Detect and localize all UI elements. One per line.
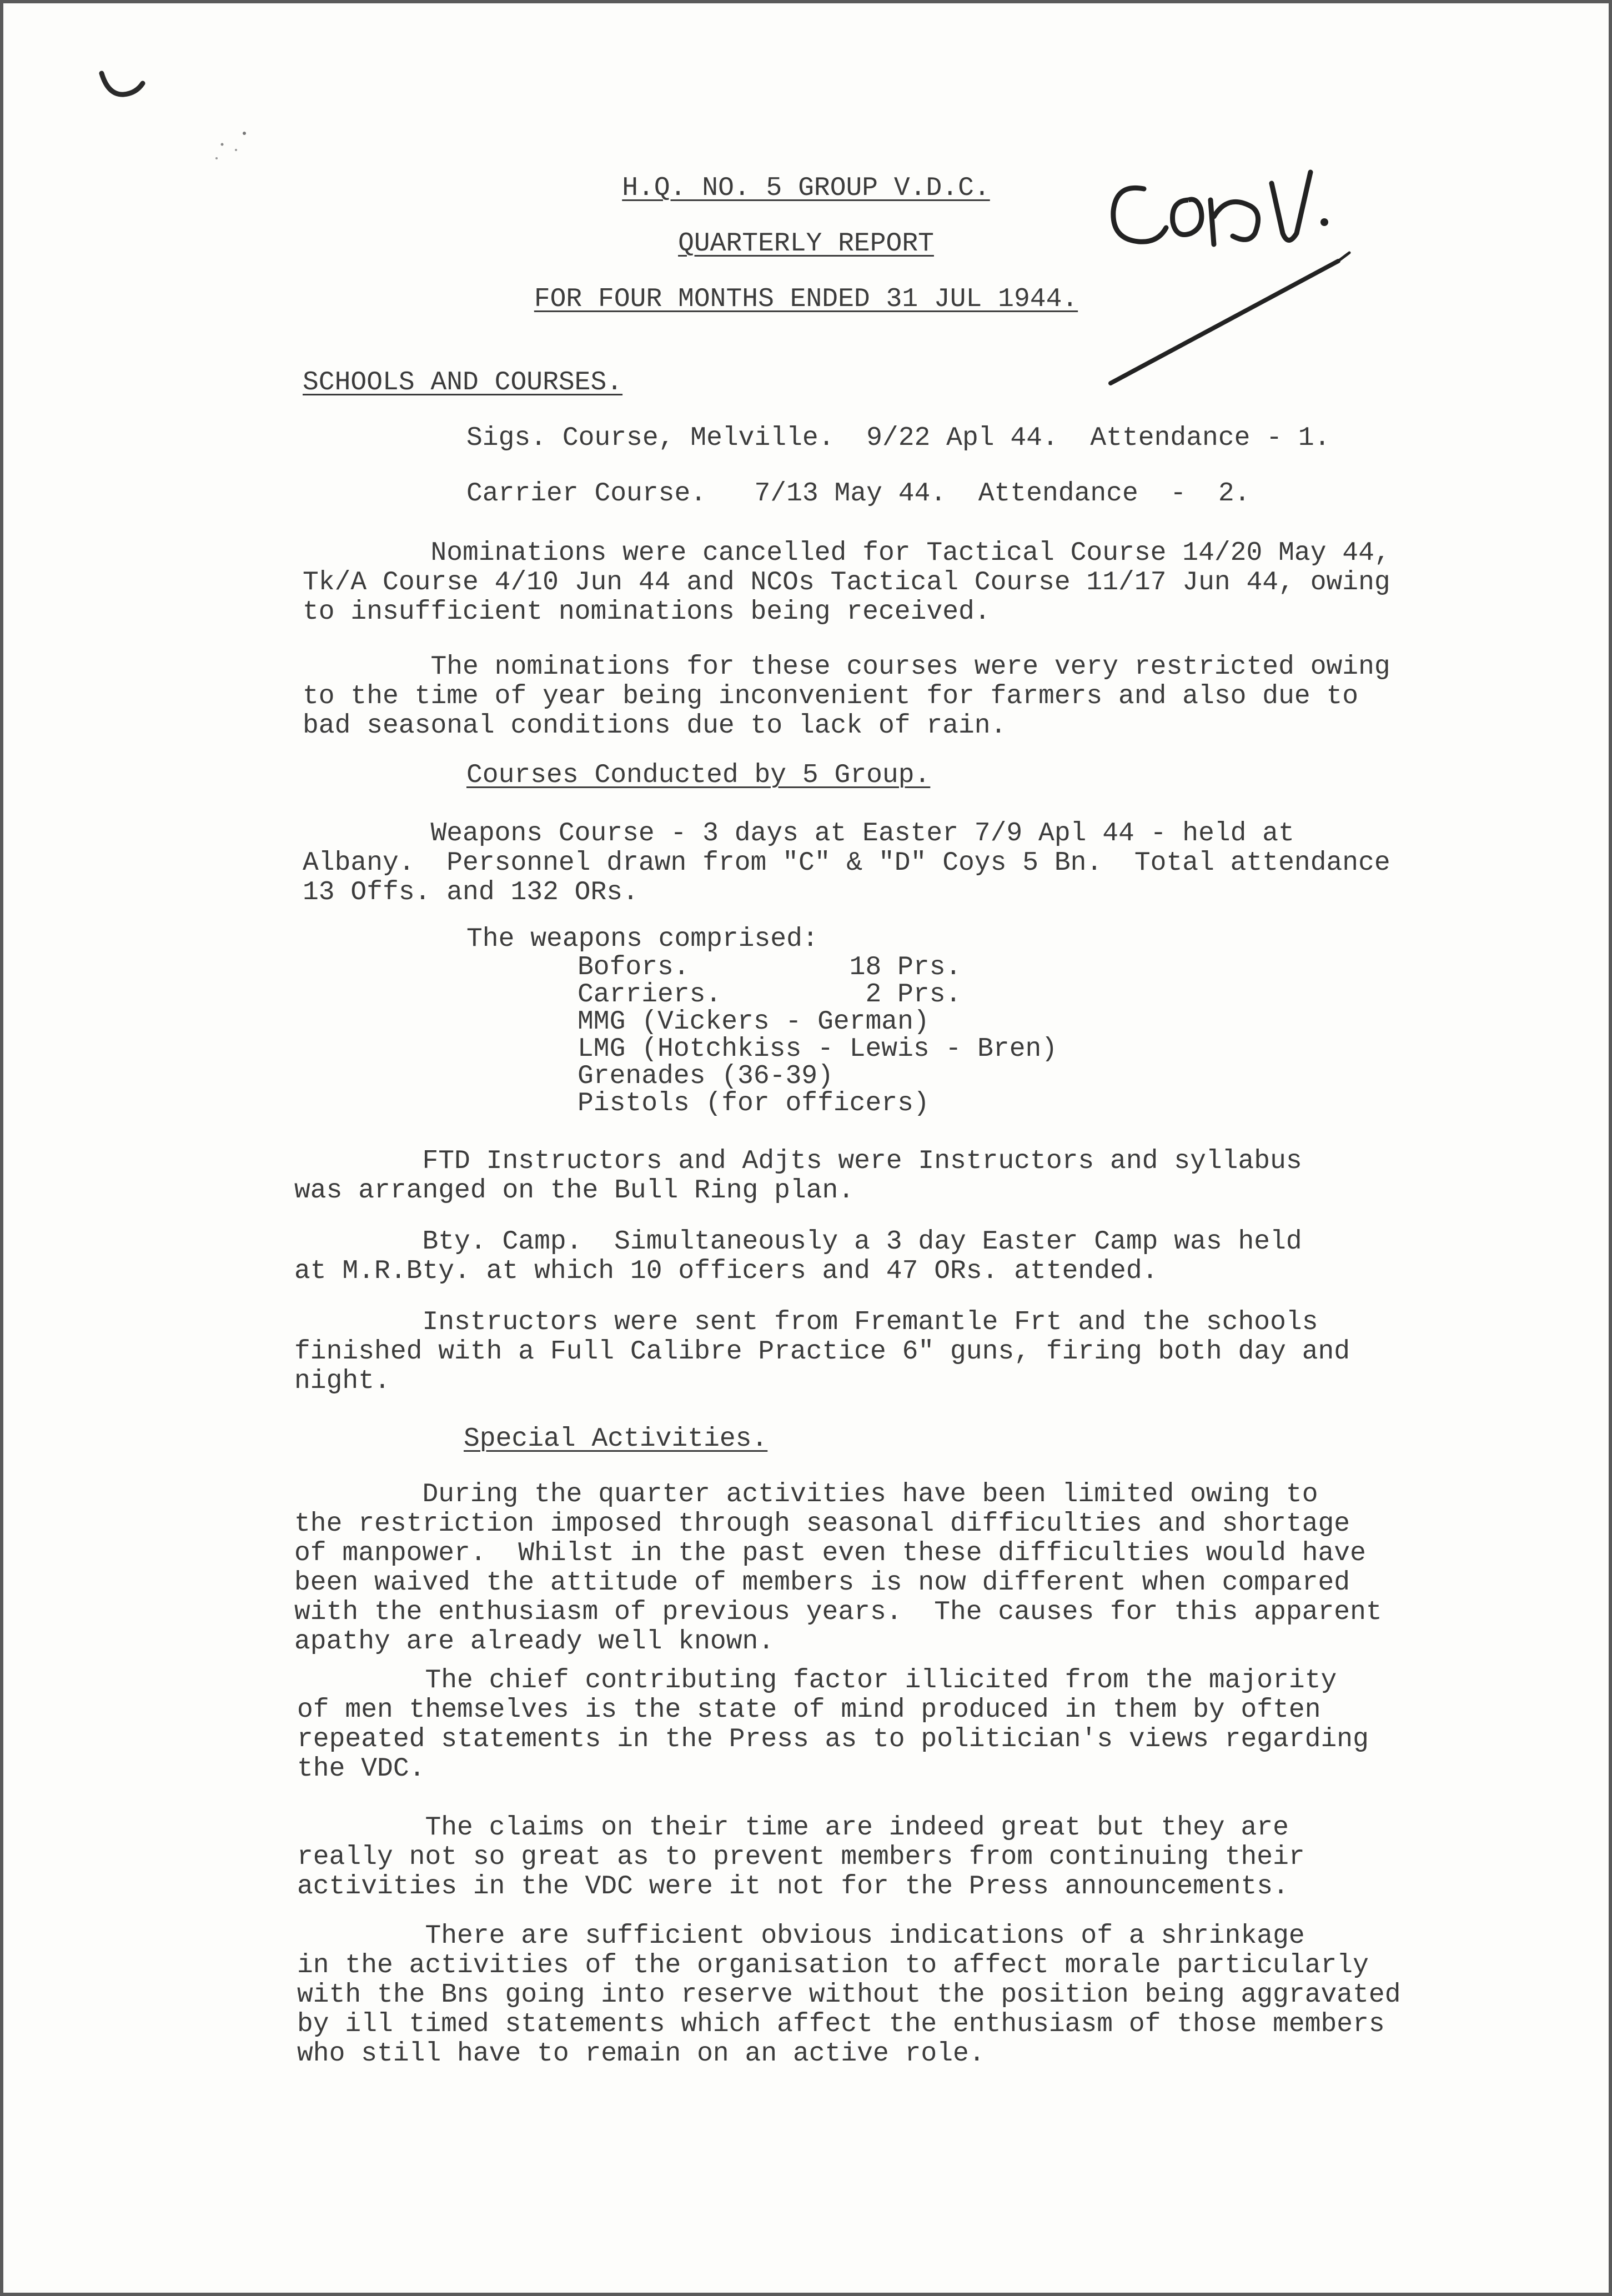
text-line: with the enthusiasm of previous years. The causes for this apparent [294, 1597, 1382, 1627]
list-item: MMG (Vickers - German) [577, 1007, 930, 1037]
text-line: finished with a Full Calibre Practice 6" guns, firing both day and [294, 1337, 1350, 1367]
schools-paragraph-1 [303, 539, 1390, 627]
text-line: of men themselves is the state of mind produced in them by often [297, 1695, 1321, 1725]
handwritten-copy-signature [1105, 150, 1383, 405]
text-line: FTD Instructors and Adjts were Instructors and syllabus [294, 1146, 1302, 1176]
text-line: repeated statements in the Press as to politician's views regarding [297, 1724, 1369, 1754]
special-paragraph-4 [297, 1922, 1401, 2069]
text-line: activities in the VDC were it not for the Press announcements. [297, 1872, 1289, 1902]
doc-subtitle: QUARTERLY REPORT [678, 229, 934, 259]
text-line: been waived the attitude of members is now different when compared [294, 1568, 1350, 1598]
text-line: the VDC. [297, 1754, 425, 1784]
text-line: Weapons Course - 3 days at Easter 7/9 Apl 44 - held at [303, 819, 1294, 849]
list-item: Grenades (36-39) [577, 1061, 833, 1091]
weapons-intro: The weapons comprised: [466, 924, 818, 954]
courses-paragraph-4 [294, 1308, 1350, 1396]
text-line: the restriction imposed through seasonal difficulties and shortage [294, 1509, 1350, 1539]
special-paragraph-2 [297, 1666, 1369, 1784]
paper-speck [211, 128, 255, 167]
text-line: During the quarter activities have been limited owing to [294, 1480, 1318, 1510]
text-line: The chief contributing factor illicited from the majority [297, 1666, 1337, 1696]
text-line: by ill timed statements which affect the enthusiasm of those members [297, 2009, 1385, 2039]
text-line: apathy are already well known. [294, 1627, 775, 1657]
text-line: to the time of year being inconvenient for farmers and also due to [303, 681, 1359, 711]
schools-line-sigs: Sigs. Course, Melville. 9/22 Apl 44. Attendance - 1. [466, 423, 1330, 453]
text-line: 13 Offs. and 132 ORs. [303, 878, 639, 908]
text-line: in the activities of the organisation to affect morale particularly [297, 1951, 1369, 1981]
schools-line-carrier: Carrier Course. 7/13 May 44. Attendance - 2. [466, 479, 1251, 509]
weapons-list [577, 954, 1057, 1117]
text-line: The claims on their time are indeed great but they are [297, 1813, 1289, 1843]
doc-title: H.Q. NO. 5 GROUP V.D.C. [622, 173, 990, 203]
text-line: bad seasonal conditions due to lack of rain. [303, 711, 1007, 741]
text-line: at M.R.Bty. at which 10 officers and 47 ORs. attended. [294, 1256, 1158, 1286]
list-item: Carriers. 2 Prs. [577, 980, 962, 1010]
text-line: There are sufficient obvious indications of a shrinkage [297, 1921, 1305, 1951]
text-line: Tk/A Course 4/10 Jun 44 and NCOs Tactical Course 11/17 Jun 44, owing [303, 568, 1390, 598]
text-line: of manpower. Whilst in the past even these difficulties would have [294, 1538, 1366, 1568]
text-line: Albany. Personnel drawn from "C" & "D" Coys 5 Bn. Total attendance [303, 848, 1390, 878]
list-item: Bofors. 18 Prs. [577, 953, 962, 982]
text-line: Bty. Camp. Simultaneously a 3 day Easter Camp was held [294, 1227, 1302, 1257]
text-line: was arranged on the Bull Ring plan. [294, 1176, 855, 1206]
text-line: Instructors were sent from Fremantle Frt and the schools [294, 1307, 1318, 1337]
special-paragraph-1 [294, 1480, 1382, 1657]
list-item: LMG (Hotchkiss - Lewis - Bren) [577, 1034, 1058, 1064]
punch-hole-mark [97, 67, 147, 100]
text-line: night. [294, 1366, 390, 1396]
text-line: really not so great as to prevent members from continuing their [297, 1842, 1305, 1872]
text-line: Nominations were cancelled for Tactical Course 14/20 May 44, [303, 538, 1390, 568]
courses-paragraph-3 [294, 1227, 1302, 1286]
doc-period: FOR FOUR MONTHS ENDED 31 JUL 1944. [534, 284, 1078, 314]
list-item: Pistols (for officers) [577, 1089, 930, 1119]
text-line: The nominations for these courses were very restricted owing [303, 652, 1390, 682]
schools-paragraph-2 [303, 653, 1390, 741]
courses-paragraph-2 [294, 1147, 1302, 1206]
section-heading-special: Special Activities. [464, 1424, 768, 1454]
text-line: who still have to remain on an active role. [297, 2039, 985, 2069]
section-heading-schools: SCHOOLS AND COURSES. [303, 368, 623, 398]
text-line: to insufficient nominations being received. [303, 597, 991, 627]
text-line: with the Bns going into reserve without the position being aggravated [297, 1980, 1401, 2010]
courses-paragraph-1 [303, 819, 1390, 908]
special-paragraph-3 [297, 1813, 1305, 1902]
section-heading-courses: Courses Conducted by 5 Group. [466, 760, 931, 790]
